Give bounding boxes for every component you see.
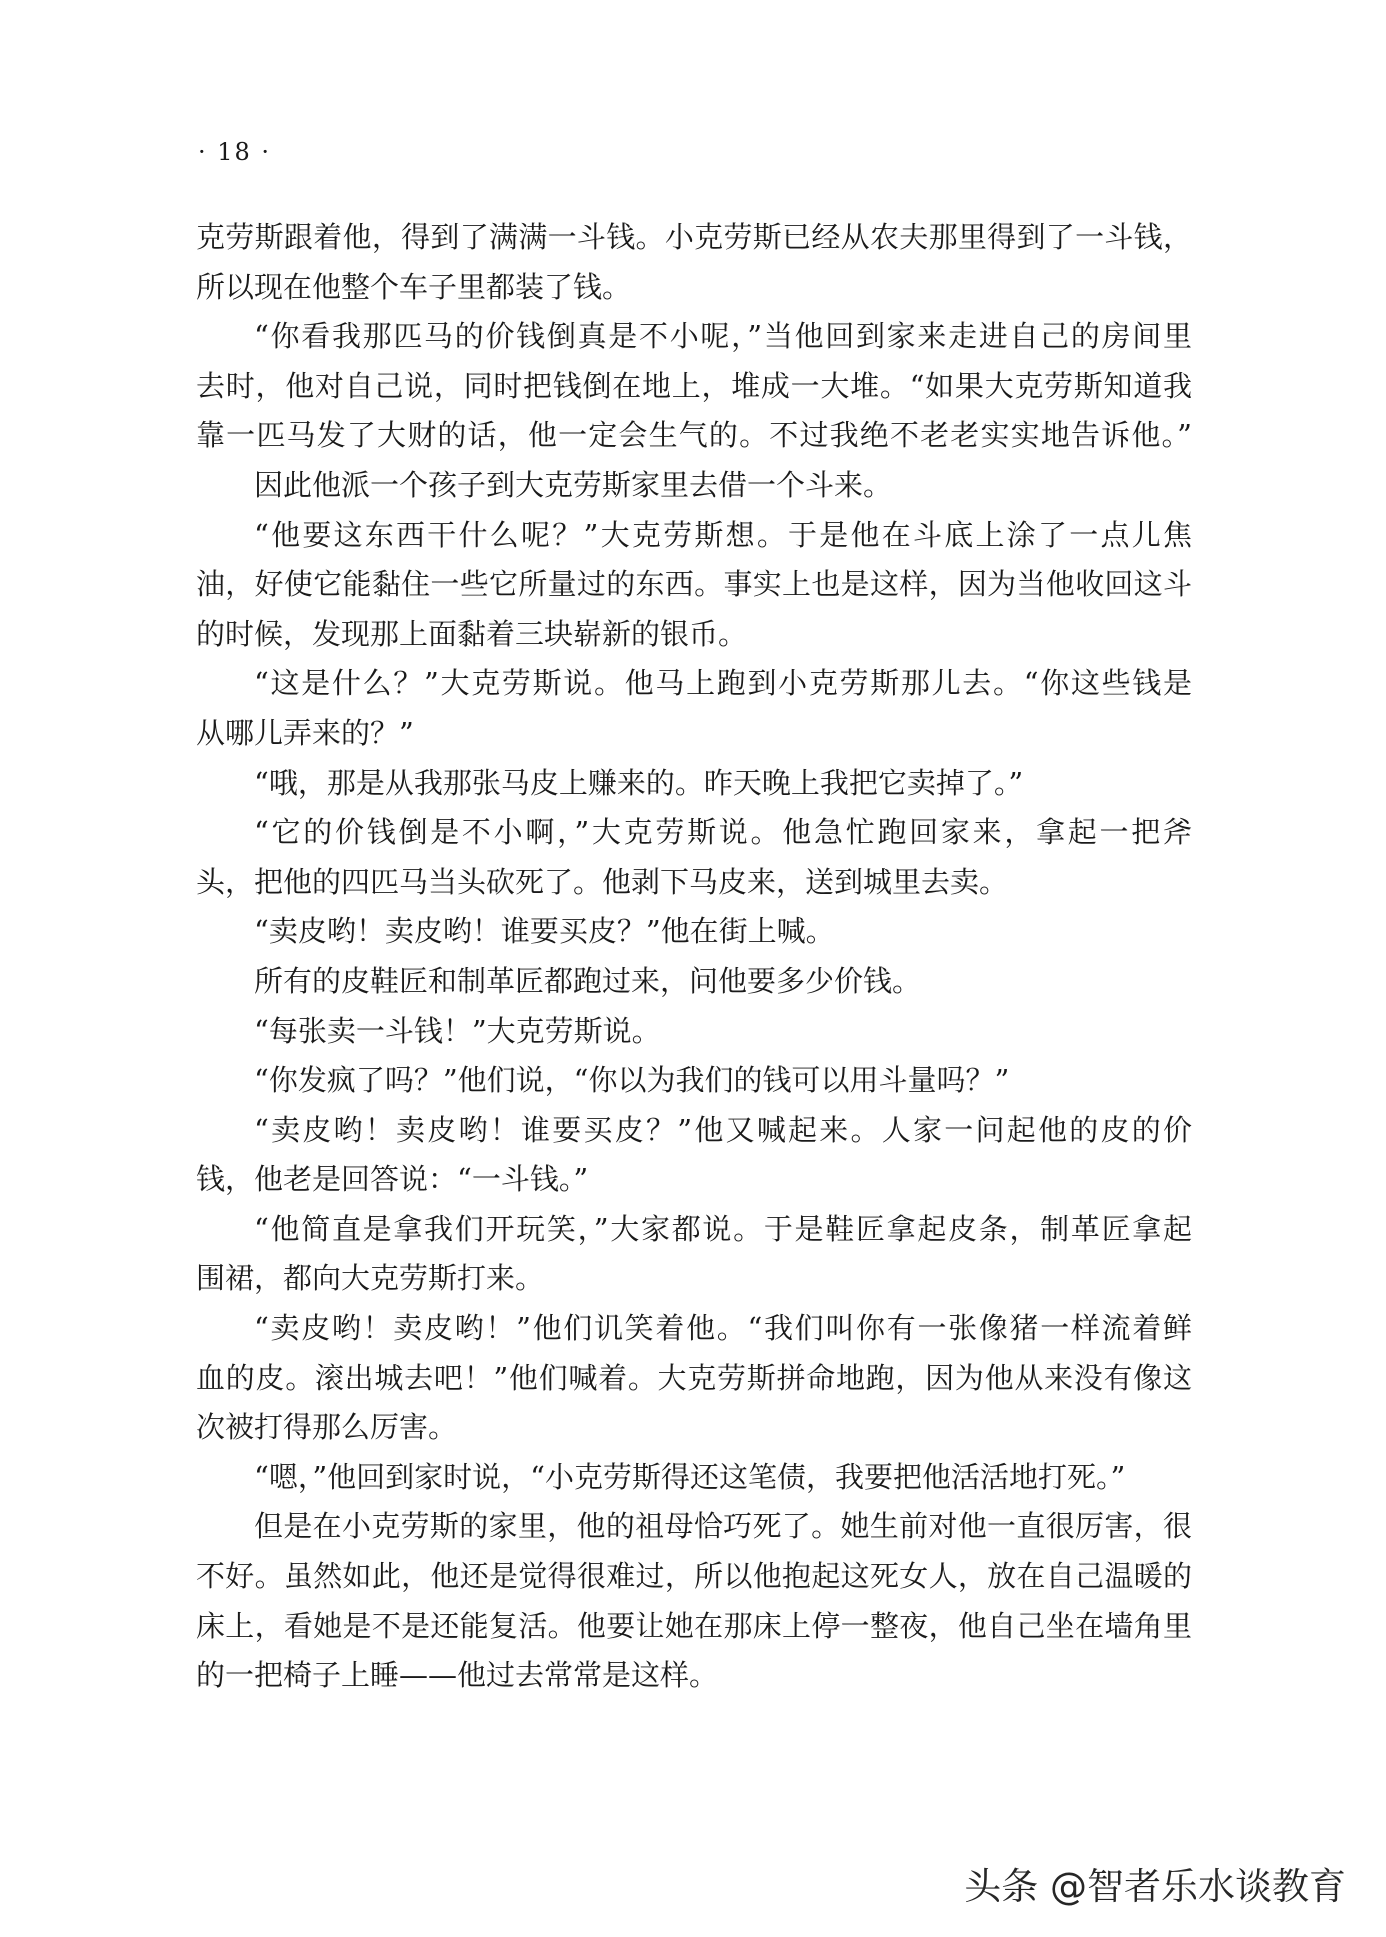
text-line: 油，好使它能黏住一些它所量过的东西。事实上也是这样，因为当他收回这斗 bbox=[196, 567, 1192, 602]
text-line: “卖皮哟！卖皮哟！”他们讥笑着他。“我们叫你有一张像猪一样流着鲜 bbox=[254, 1311, 1192, 1346]
text-line: 靠一匹马发了大财的话，他一定会生气的。不过我绝不老老实实地告诉他。” bbox=[196, 418, 1192, 453]
watermark: 头条 @智者乐水谈教育 bbox=[964, 1865, 1346, 1908]
text-line: 围裙，都向大克劳斯打来。 bbox=[196, 1261, 545, 1296]
text-line: “你看我那匹马的价钱倒真是不小呢，”当他回到家来走进自己的房间里 bbox=[254, 319, 1192, 354]
text-line: 所以现在他整个车子里都装了钱。 bbox=[196, 269, 632, 304]
text-line: “卖皮哟！卖皮哟！谁要买皮？”他又喊起来。人家一问起他的皮的价 bbox=[254, 1112, 1192, 1147]
text-line: 钱，他老是回答说：“一斗钱。” bbox=[196, 1162, 589, 1197]
text-line: “他要这东西干什么呢？”大克劳斯想。于是他在斗底上涂了一点儿焦 bbox=[254, 517, 1192, 552]
text-line: “你发疯了吗？”他们说，“你以为我们的钱可以用斗量吗？” bbox=[254, 1063, 1010, 1098]
text-line: “这是什么？”大克劳斯说。他马上跑到小克劳斯那儿去。“你这些钱是 bbox=[254, 666, 1192, 701]
text-line: 的一把椅子上睡——他过去常常是这样。 bbox=[196, 1658, 719, 1693]
text-line: 床上，看她是不是还能复活。他要让她在那床上停一整夜，他自己坐在墙角里 bbox=[196, 1608, 1192, 1643]
text-line: 但是在小克劳斯的家里，他的祖母恰巧死了。她生前对他一直很厉害，很 bbox=[254, 1509, 1192, 1544]
text-line: 的时候，发现那上面黏着三块崭新的银币。 bbox=[196, 616, 748, 651]
text-line: “每张卖一斗钱！”大克劳斯说。 bbox=[254, 1013, 661, 1048]
text-line: “他简直是拿我们开玩笑，”大家都说。于是鞋匠拿起皮条，制革匠拿起 bbox=[254, 1211, 1192, 1246]
text-line: “哦，那是从我那张马皮上赚来的。昨天晚上我把它卖掉了。” bbox=[254, 765, 1024, 800]
text-line: 次被打得那么厉害。 bbox=[196, 1410, 458, 1445]
text-line: “卖皮哟！卖皮哟！谁要买皮？”他在街上喊。 bbox=[254, 914, 835, 949]
text-line: 所有的皮鞋匠和制革匠都跑过来，问他要多少价钱。 bbox=[254, 963, 922, 998]
text-line: “嗯，”他回到家时说，“小克劳斯得还这笔债，我要把他活活地打死。” bbox=[254, 1459, 1126, 1494]
text-line: 因此他派一个孩子到大克劳斯家里去借一个斗来。 bbox=[254, 467, 893, 502]
text-line: 头，把他的四匹马当头砍死了。他剥下马皮来，送到城里去卖。 bbox=[196, 864, 1009, 899]
text-line: 血的皮。滚出城去吧！”他们喊着。大克劳斯拼命地跑，因为他从来没有像这 bbox=[196, 1360, 1192, 1395]
text-line: “它的价钱倒是不小啊，”大克劳斯说。他急忙跑回家来，拿起一把斧 bbox=[254, 815, 1192, 850]
text-line: 克劳斯跟着他，得到了满满一斗钱。小克劳斯已经从农夫那里得到了一斗钱， bbox=[196, 220, 1192, 254]
text-line: 不好。虽然如此，他还是觉得很难过，所以他抱起这死女人，放在自己温暖的 bbox=[196, 1559, 1192, 1594]
text-line: 去时，他对自己说，同时把钱倒在地上，堆成一大堆。“如果大克劳斯知道我 bbox=[196, 368, 1192, 403]
body-text bbox=[196, 213, 1192, 1701]
text-line: 从哪儿弄来的？” bbox=[196, 715, 414, 750]
page-number: · 18 · bbox=[198, 138, 272, 166]
